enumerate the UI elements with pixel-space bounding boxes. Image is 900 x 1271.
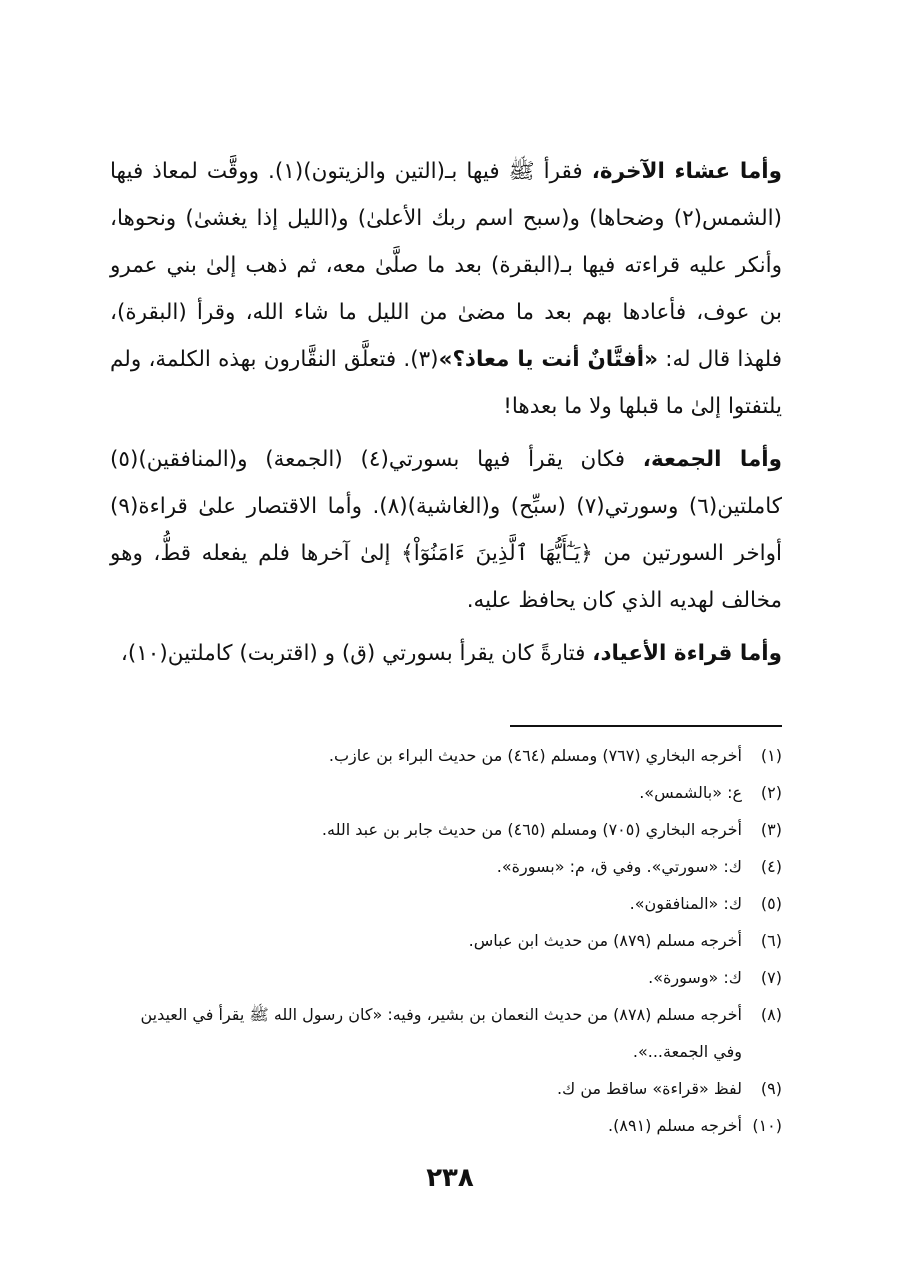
footnote-text: أخرجه مسلم (٨٩١). xyxy=(608,1116,742,1135)
paragraph-lead: وأما قراءة الأعياد، xyxy=(592,641,782,666)
paragraph-lead: وأما عشاء الآخرة، xyxy=(591,159,783,184)
footnote xyxy=(110,959,782,996)
footnote-number: (٧) xyxy=(760,968,782,987)
footnote-text: لفظ «قراءة» ساقط من ك. xyxy=(556,1079,742,1098)
footnote-text: ع: «بالشمس». xyxy=(639,783,742,802)
footnote xyxy=(110,811,782,848)
footnote xyxy=(110,737,782,774)
footnote-number: (١٠) xyxy=(752,1116,782,1135)
footnote-number: (٤) xyxy=(760,857,782,876)
paragraph-isha xyxy=(110,148,782,430)
page-number: ٢٣٨ xyxy=(426,1163,474,1193)
paragraph-text: فتارةً كان يقرأ بسورتي (ق) و (اقتربت) كاملتين(١٠)، xyxy=(120,641,593,666)
footnote-number: (٨) xyxy=(760,1005,782,1024)
footnotes-list xyxy=(110,737,782,1144)
footnote xyxy=(110,848,782,885)
footnote-text: ك: «المنافقون». xyxy=(629,894,742,913)
hadith-quote: «أفتَّانٌ أنت يا معاذ؟» xyxy=(438,347,658,372)
footnote-number: (٢) xyxy=(760,783,782,802)
page-content xyxy=(110,148,782,1144)
footnote-text: ك: «وسورة». xyxy=(648,968,742,987)
footnote-text: أخرجه مسلم (٨٧٨) من حديث النعمان بن بشير، وفيه: «كان رسول الله ﷺ يقرأ في العيدين وفي الجمعة...». xyxy=(140,1005,742,1061)
footnote-text: أخرجه مسلم (٨٧٩) من حديث ابن عباس. xyxy=(468,931,742,950)
footnote-number: (١) xyxy=(760,746,782,765)
paragraph-lead: وأما الجمعة، xyxy=(642,447,783,472)
footnote-text: أخرجه البخاري (٧٠٥) ومسلم (٤٦٥) من حديث جابر بن عبد الله. xyxy=(321,820,742,839)
paragraph-eid xyxy=(110,630,782,677)
footnote xyxy=(110,774,782,811)
footnote-number: (٦) xyxy=(760,931,782,950)
footnote xyxy=(110,1070,782,1107)
footnote xyxy=(110,1107,782,1144)
paragraph-text: فقرأ ﷺ فيها بـ(التين والزيتون)(١). ووقَّت لمعاذ فيها (الشمس(٢) وضحاها) و(سبح اسم ربك الأعلىٰ) و(الليل إذا يغشىٰ) ونحوها، وأنكر عليه قراءته فيها بـ(البقرة) بعد ما صلَّىٰ معه، ثم ذهب إلىٰ بني عمرو بن عوف، فأعادها بهم بعد ما مضىٰ من الليل ما شاء الله، وقرأ (البقرة)، فلهذا قال له: xyxy=(110,159,782,372)
footnote-number: (٣) xyxy=(760,820,782,839)
footnote xyxy=(110,885,782,922)
footnote-separator xyxy=(510,725,782,727)
footnote-number: (٥) xyxy=(760,894,782,913)
footnote-number: (٩) xyxy=(760,1079,782,1098)
paragraph-text: فكان يقرأ فيها بسورتي(٤) (الجمعة) و(المنافقين)(٥) كاملتين(٦) وسورتي(٧) (سبِّح) و(الغاشية)(٨). وأما الاقتصار علىٰ قراءة(٩) أواخر السورتين من ﴿يَـٰٓأَيُّهَا ٱلَّذِينَ ءَامَنُوٓاْ﴾ إلىٰ آخرها فلم يفعله قطُّ، وهو مخالف لهديه الذي كان يحافظ عليه. xyxy=(110,447,782,613)
paragraph-jumuah xyxy=(110,436,782,624)
footnote xyxy=(110,922,782,959)
paragraph-text: (٣). فتعلَّق النقَّارون بهذه الكلمة، ولم يلتفتوا إلىٰ ما قبلها ولا ما بعدها! xyxy=(110,347,782,419)
footnote-text: ك: «سورتي». وفي ق، م: «بسورة». xyxy=(496,857,742,876)
footnote xyxy=(110,996,782,1070)
footnote-text: أخرجه البخاري (٧٦٧) ومسلم (٤٦٤) من حديث البراء بن عازب. xyxy=(328,746,742,765)
